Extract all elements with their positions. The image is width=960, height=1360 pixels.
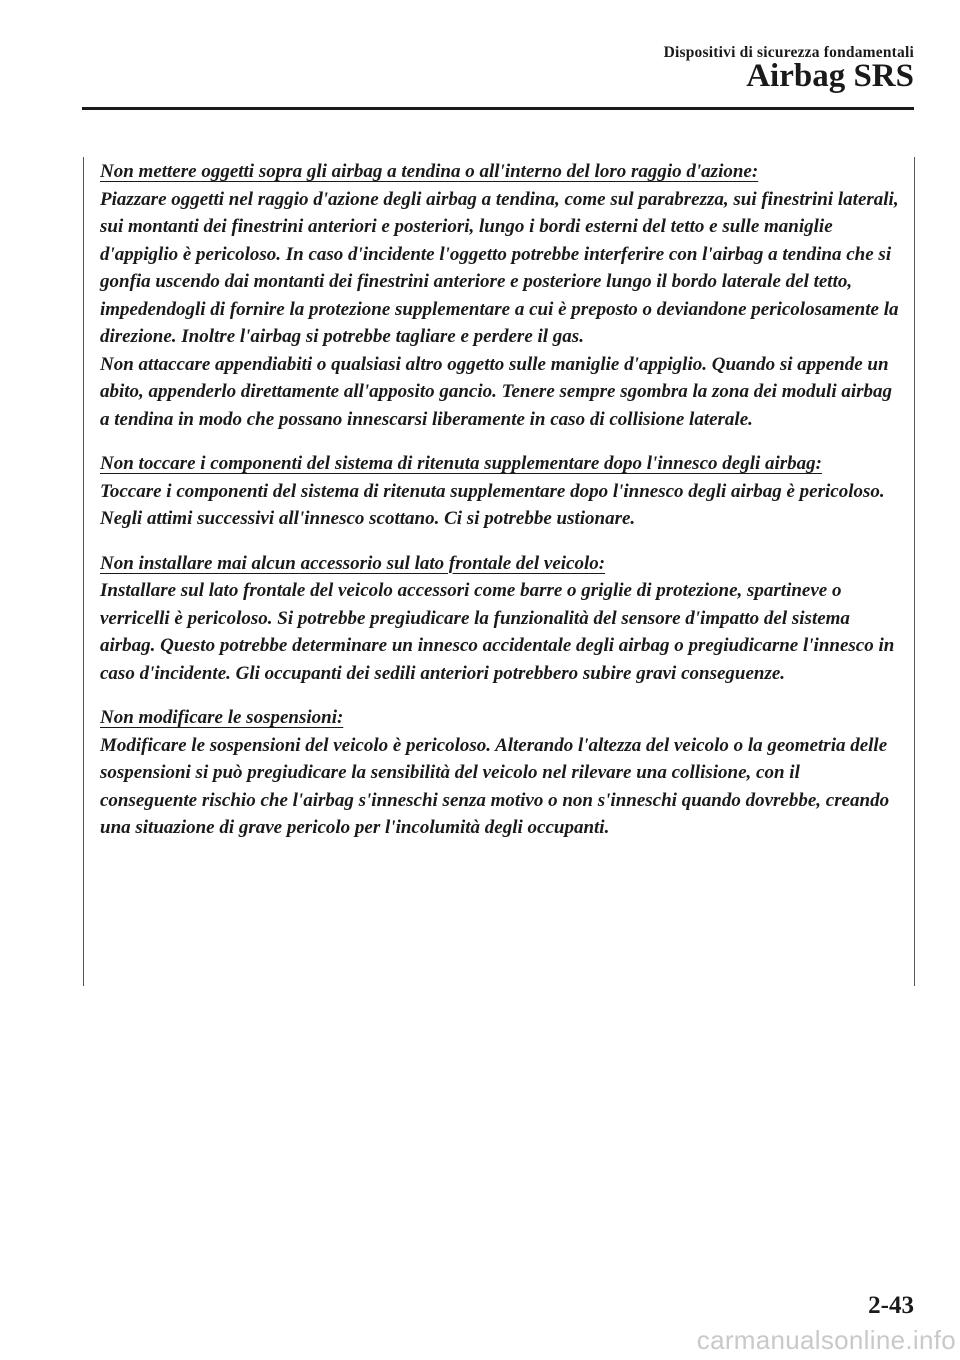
- warning-paragraph: Modificare le sospensioni del veicolo è pericoloso. Alterando l'altezza del veicolo o la geometria delle sospensioni si può pregiudicare la sensibilità del veicolo nel rilevare una collisione, con il conseguente rischio che l'airbag s'inneschi senza motivo o non s'inneschi quando dovrebbe, creando una situazione di grave pericolo per l'incolumità degli occupanti.: [100, 734, 890, 838]
- spacer: [100, 433, 900, 450]
- warning-heading: Non installare mai alcun accessorio sul lato frontale del veicolo:: [100, 552, 606, 574]
- warning-paragraph: Non attaccare appendiabiti o qualsiasi altro oggetto sulle maniglie d'appiglio. Quando si appende un abito, appenderlo direttamente all'apposito gancio. Tenere sempre sgombra la zona dei moduli airbag a tendina in modo che possano innescarsi liberamente in caso di collisione laterale.: [100, 353, 893, 430]
- warning-heading: Non toccare i componenti del sistema di ritenuta supplementare dopo l'innesco degli airbag:: [100, 453, 822, 474]
- page-title: Airbag SRS: [746, 58, 914, 94]
- warning-heading: Non mettere oggetti sopra gli airbag a tendina o all'interno del loro raggio d'azione:: [100, 161, 759, 182]
- spacer: [100, 533, 900, 550]
- warning-heading: Non modificare le sospensioni:: [100, 707, 344, 728]
- warning-paragraph: Piazzare oggetti nel raggio d'azione degli airbag a tendina, come sul parabrezza, sui finestrini laterali, sui montanti dei finestrini anteriori e posteriori, lungo i bordi esterni del tetto e sulle maniglie d'appiglio è pericoloso. In caso d'incidente l'oggetto potrebbe interferire con l'airbag a tendina che si gonfia uscendo dai montanti dei finestrini anteriore e posteriore lungo il bordo laterale del tetto, impedendogli di fornire la protezione supplementare a cui è preposto o deviandone pericolosamente la direzione. Inoltre l'airbag si potrebbe tagliare e perdere il gas.: [100, 188, 899, 347]
- warning-content: [100, 158, 900, 842]
- spacer: [100, 687, 900, 704]
- header-divider: [82, 107, 914, 110]
- watermark: carmanualsonline.info: [696, 1325, 956, 1355]
- section-title: Dispositivi di sicurezza fondamentali: [663, 44, 914, 61]
- warning-paragraph: Toccare i componenti del sistema di ritenuta supplementare dopo l'innesco degli airbag è pericoloso. Negli attimi successivi all'innesco scottano. Ci si potrebbe ustionare.: [100, 480, 885, 529]
- page-number: 2-43: [868, 1292, 914, 1319]
- warning-paragraph: Installare sul lato frontale del veicolo accessori come barre o griglie di protezione, spartineve o verricelli è pericoloso. Si potrebbe pregiudicare la funzionalità del sensore d'impatto del sistema airbag. Questo potrebbe determinare un innesco accidentale degli airbag o pregiudicarne l'innesco in caso d'incidente. Gli occupanti dei sedili anteriori potrebbero subire gravi conseguenze.: [100, 580, 895, 684]
